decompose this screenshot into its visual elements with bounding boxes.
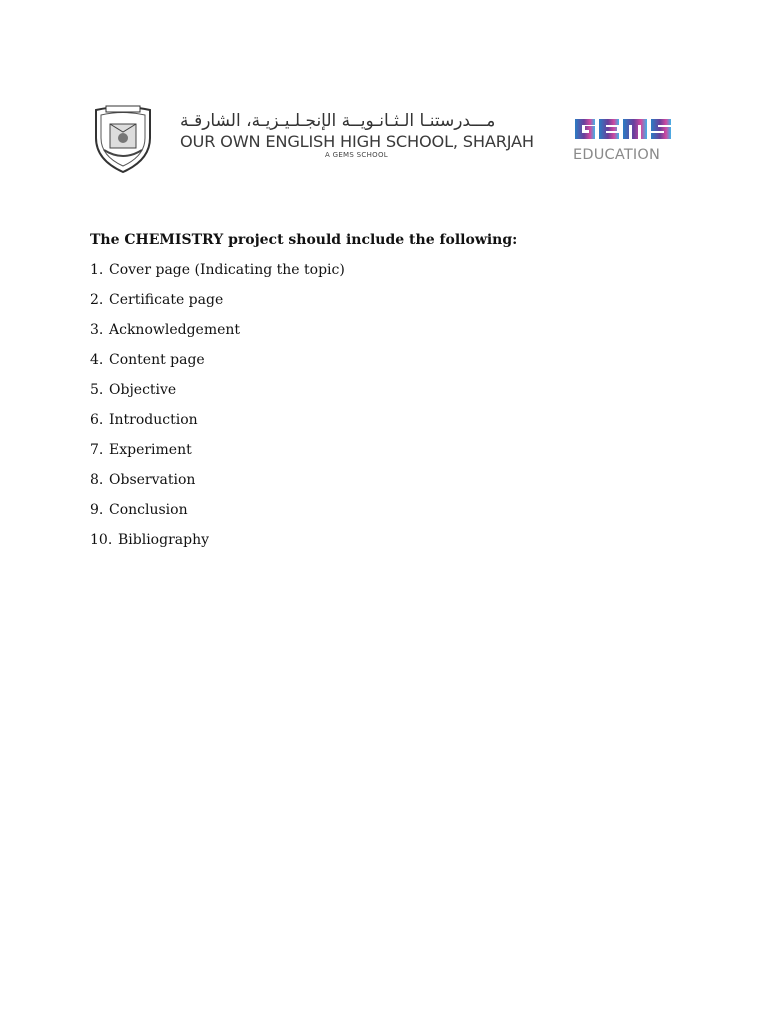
list-item-number: 4. bbox=[90, 352, 104, 368]
school-crest-icon bbox=[90, 104, 156, 174]
list-item-text: Content page bbox=[109, 352, 205, 368]
list-item-number: 9. bbox=[90, 502, 104, 518]
school-name-arabic: مـــدرستنـا الـثـانـويــة الإنجـلـيـزيـة، الشارقـة bbox=[180, 112, 496, 131]
list-item-text: Bibliography bbox=[118, 532, 209, 548]
list-item-text: Introduction bbox=[109, 412, 198, 428]
list-item bbox=[90, 320, 345, 350]
gems-education-logo bbox=[573, 116, 683, 163]
list-item bbox=[90, 410, 345, 440]
list-item-number: 5. bbox=[90, 382, 104, 398]
list-item bbox=[90, 380, 345, 410]
list-item-number: 7. bbox=[90, 442, 104, 458]
list-item bbox=[90, 500, 345, 530]
list-item bbox=[90, 290, 345, 320]
list-item-text: Objective bbox=[109, 382, 177, 398]
list-item-text: Cover page (Indicating the topic) bbox=[109, 262, 345, 278]
list-item bbox=[90, 470, 345, 500]
list-item-number: 10. bbox=[90, 532, 113, 548]
list-item-number: 1. bbox=[90, 262, 104, 278]
document-header bbox=[0, 0, 768, 200]
list-item-number: 8. bbox=[90, 472, 104, 488]
school-name-block bbox=[180, 112, 545, 160]
project-intro: The CHEMISTRY project should include the following: bbox=[90, 232, 518, 248]
list-item-text: Conclusion bbox=[109, 502, 188, 518]
list-item-text: Acknowledgement bbox=[109, 322, 241, 338]
school-name-english: OUR OWN ENGLISH HIGH SCHOOL, SHARJAH bbox=[180, 132, 534, 151]
list-item-number: 3. bbox=[90, 322, 104, 338]
requirements-list bbox=[90, 260, 345, 560]
list-item-number: 6. bbox=[90, 412, 104, 428]
brand-subtitle: EDUCATION bbox=[573, 147, 661, 163]
list-item-text: Observation bbox=[109, 472, 196, 488]
gems-logo-icon bbox=[573, 116, 673, 142]
list-item bbox=[90, 260, 345, 290]
list-item bbox=[90, 350, 345, 380]
list-item bbox=[90, 530, 345, 560]
school-tagline: A GEMS SCHOOL bbox=[325, 151, 388, 159]
list-item-text: Certificate page bbox=[109, 292, 224, 308]
list-item-number: 2. bbox=[90, 292, 104, 308]
list-item bbox=[90, 440, 345, 470]
list-item-text: Experiment bbox=[109, 442, 192, 458]
